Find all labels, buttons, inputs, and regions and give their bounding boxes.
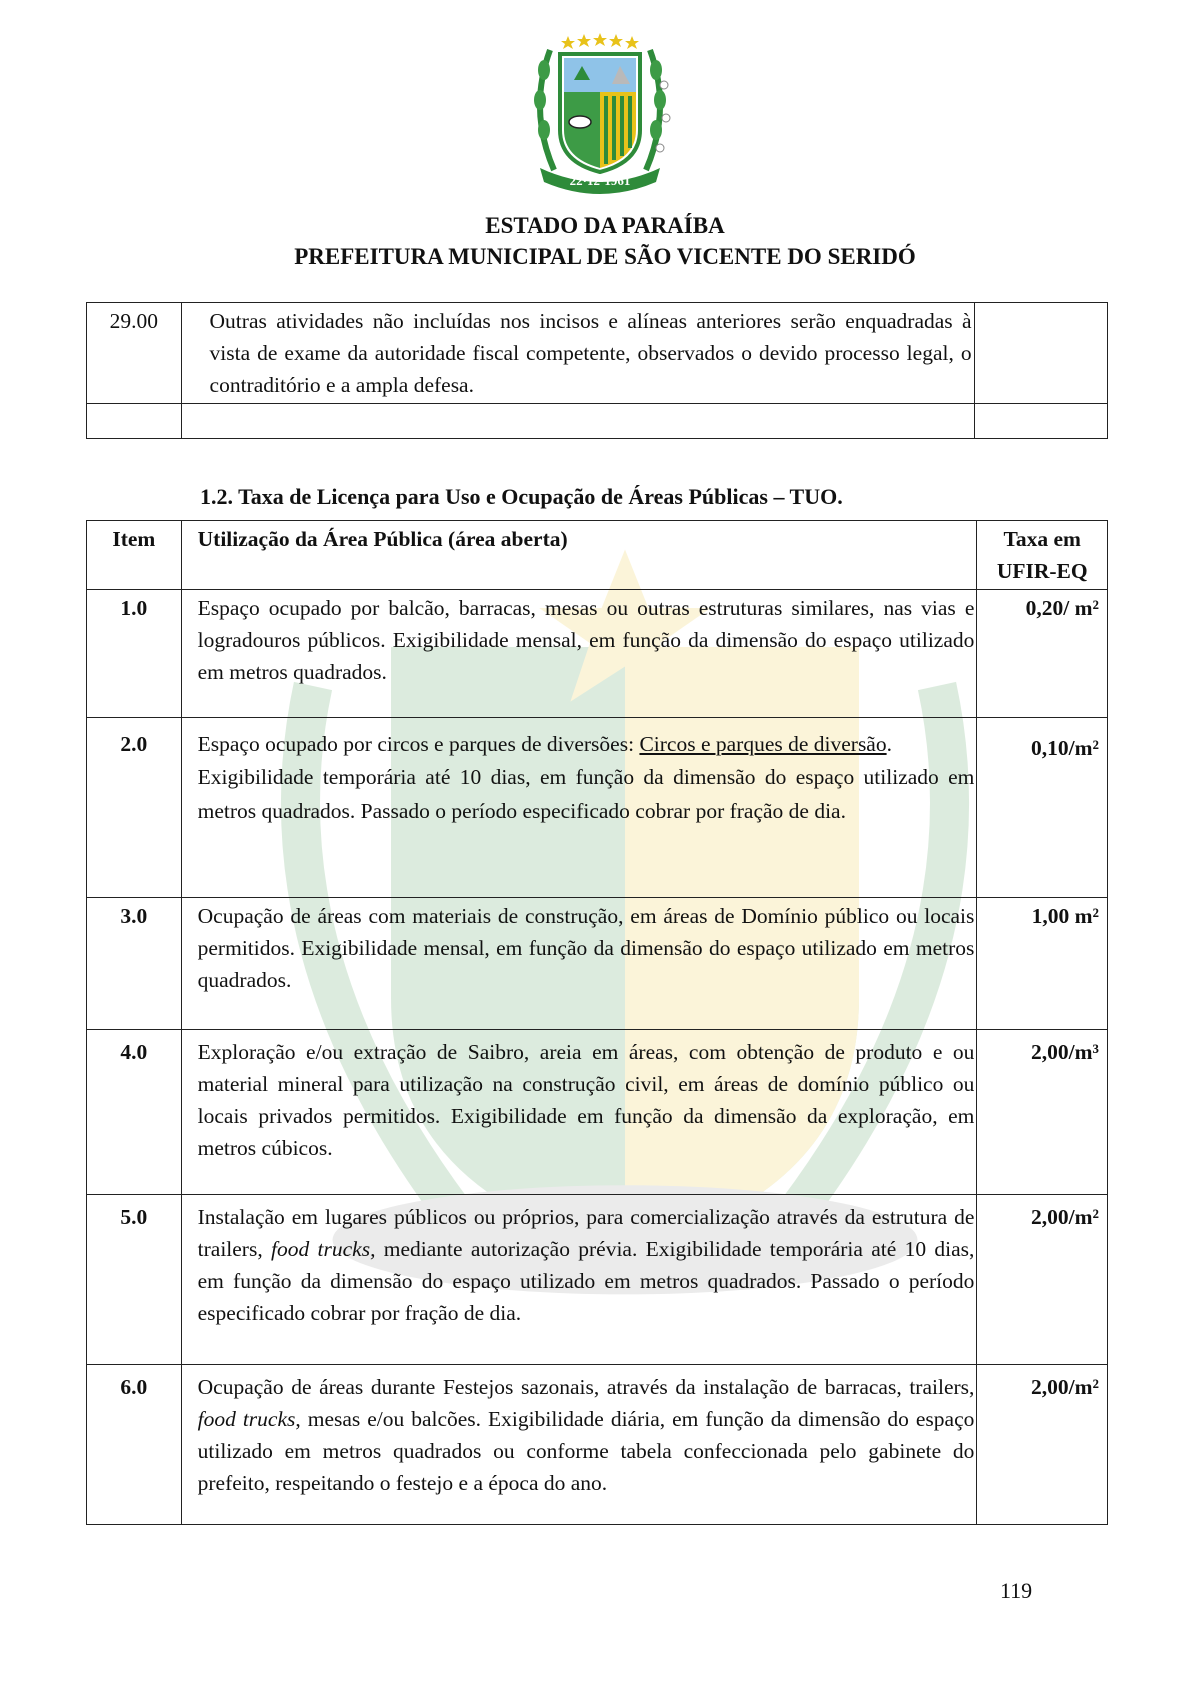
table-row	[87, 404, 1108, 439]
row-description: Espaço ocupado por balcão, barracas, mesas ou outras estruturas similares, nas vias e logradouros públicos. Exigibilidade mensal, em função da dimensão do espaço utilizado em metros quadrados.	[181, 590, 977, 718]
row-item: 4.0	[87, 1030, 182, 1195]
table-row	[87, 590, 1108, 718]
state-title: ESTADO DA PARAÍBA	[485, 213, 725, 238]
row-code: 29.00	[87, 303, 182, 404]
row-item: 5.0	[87, 1195, 182, 1365]
row-description	[181, 718, 977, 898]
row-fee: 0,20/ m²	[977, 590, 1108, 718]
row-value	[974, 303, 1107, 404]
row-description: Ocupação de áreas com materiais de construção, em áreas de Domínio público ou locais permitidos. Exigibilidade mensal, em função da dimensão do espaço utilizado em metros quadrados.	[181, 898, 977, 1030]
row-text	[181, 404, 974, 439]
table-row	[87, 1030, 1108, 1195]
row-text-part: , mesas e/ou balcões. Exigibilidade diária, em função da dimensão do espaço utilizado em metros quadrados ou conforme tabela confeccionada pelo gabinete do prefeito, respeitando o festejo e a época do ano.	[197, 1407, 975, 1495]
row-description	[181, 1195, 977, 1365]
row-text-italic: food trucks,	[271, 1237, 376, 1261]
table-row	[87, 303, 1108, 404]
column-header-item: Item	[87, 521, 182, 590]
row-fee: 2,00/m²	[977, 1365, 1108, 1525]
fee-header-line2: UFIR-EQ	[996, 559, 1088, 583]
municipal-crest	[514, 30, 686, 198]
table-row	[87, 1365, 1108, 1525]
row-code	[87, 404, 182, 439]
row-text-part: Instalação em lugares públicos ou próprios, para comercialização através da estrutura de trailers,	[197, 1205, 975, 1261]
document-header	[0, 210, 1200, 272]
row-fee: 2,00/m²	[977, 1195, 1108, 1365]
row-item: 2.0	[87, 718, 182, 898]
row-text: Outras atividades não incluídas nos incisos e alíneas anteriores serão enquadradas à vista de exame da autoridade fiscal competente, observados o devido processo legal, o contraditório e a ampla defesa.	[181, 303, 974, 404]
row-item: 3.0	[87, 898, 182, 1030]
circus-link: Circos e parques de diversão	[639, 732, 887, 756]
section-title: 1.2. Taxa de Licença para Uso e Ocupação de Áreas Públicas – TUO.	[200, 484, 843, 509]
row-fee: 1,00 m²	[977, 898, 1108, 1030]
row-description	[181, 1365, 977, 1525]
table-row	[87, 718, 1108, 898]
row-text-part: mediante autorização prévia. Exigibilidade temporária até 10 dias, em função da dimensão do espaço utilizado em metros quadrados. Passado o período especificado cobrar por fração de dia.	[197, 1237, 975, 1325]
crest-stars	[561, 33, 639, 49]
crest-date: 22·12·1961	[569, 173, 631, 188]
row-text-part: Exigibilidade temporária até 10 dias, em função da dimensão do espaço utilizado em metros quadrados. Passado o período especificado cobrar por fração de dia.	[197, 765, 975, 823]
table-row	[87, 1195, 1108, 1365]
row-text-italic: food trucks	[197, 1407, 296, 1431]
fee-header-line1: Taxa em	[1003, 527, 1081, 551]
row-fee: 2,00/m³	[977, 1030, 1108, 1195]
tuo-fee-table	[86, 520, 1108, 1525]
row-item: 6.0	[87, 1365, 182, 1525]
row-text-part: .	[886, 732, 892, 756]
row-text-part: Espaço ocupado por circos e parques de diversões:	[197, 732, 640, 756]
row-description: Exploração e/ou extração de Saibro, areia em áreas, com obtenção de produto e ou material mineral para utilização na construção civil, em áreas de domínio público ou locais privados permitidos. Exigibilidade em função da dimensão da exploração, em metros cúbicos.	[181, 1030, 977, 1195]
row-fee: 0,10/m²	[977, 718, 1108, 898]
table-row	[87, 898, 1108, 1030]
row-text-part: Ocupação de áreas durante Festejos sazonais, através da instalação de barracas, trailers,	[197, 1375, 975, 1399]
page-number: 119	[1000, 1578, 1033, 1603]
previous-table	[86, 302, 1108, 439]
column-header-fee	[977, 521, 1108, 590]
municipality-title: PREFEITURA MUNICIPAL DE SÃO VICENTE DO SERIDÓ	[294, 244, 916, 269]
row-item: 1.0	[87, 590, 182, 718]
row-value	[974, 404, 1107, 439]
table-header-row	[87, 521, 1108, 590]
column-header-use: Utilização da Área Pública (área aberta)	[181, 521, 977, 590]
